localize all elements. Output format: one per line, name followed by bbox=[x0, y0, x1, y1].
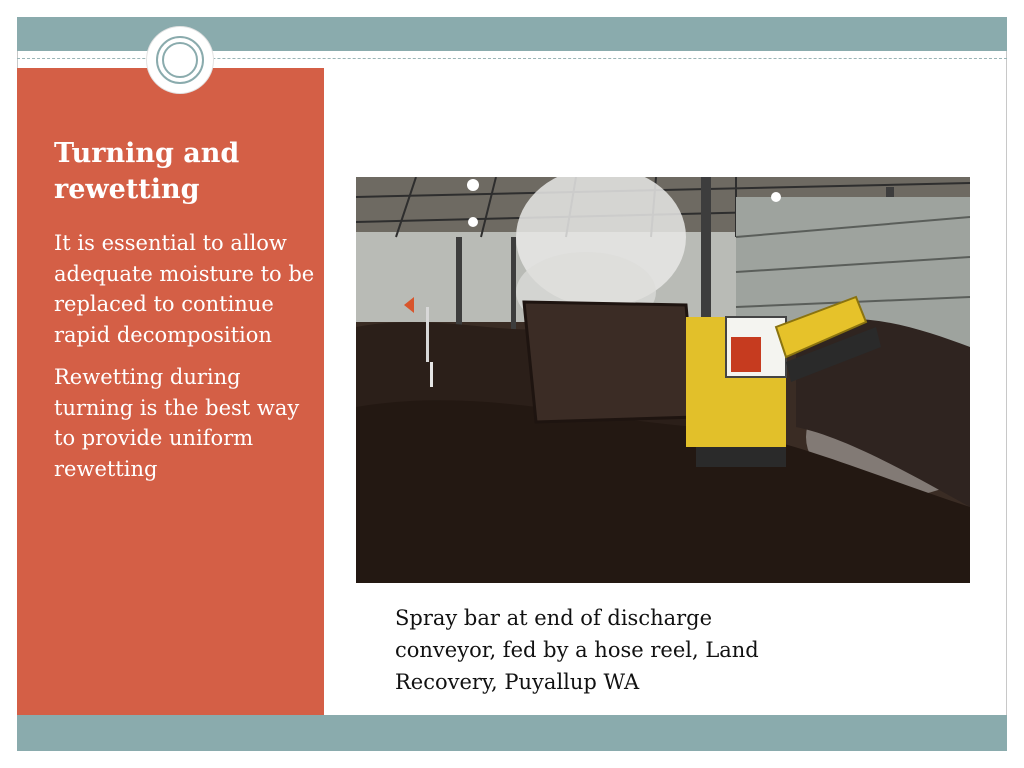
paragraph-rewetting: Rewetting during turning is the best way to provide uniform rewetting bbox=[54, 365, 300, 481]
paragraph-moisture: It is essential to allow adequate moisture to be replaced to continue rapid decomposition bbox=[54, 231, 315, 347]
compost-turner-photo bbox=[356, 177, 970, 583]
photo-illustration bbox=[356, 177, 970, 583]
ornament-outer-ring bbox=[156, 36, 204, 84]
photo-caption: Spray bar at end of discharge conveyor, fed by a hose reel, Land Recovery, Puyallup WA bbox=[395, 606, 759, 694]
body-text bbox=[54, 228, 316, 496]
circle-ornament-icon bbox=[147, 27, 213, 93]
bottom-decorative-band bbox=[17, 715, 1007, 751]
slide-title: Turning and rewetting bbox=[54, 138, 240, 205]
ornament-inner-ring bbox=[162, 42, 198, 78]
